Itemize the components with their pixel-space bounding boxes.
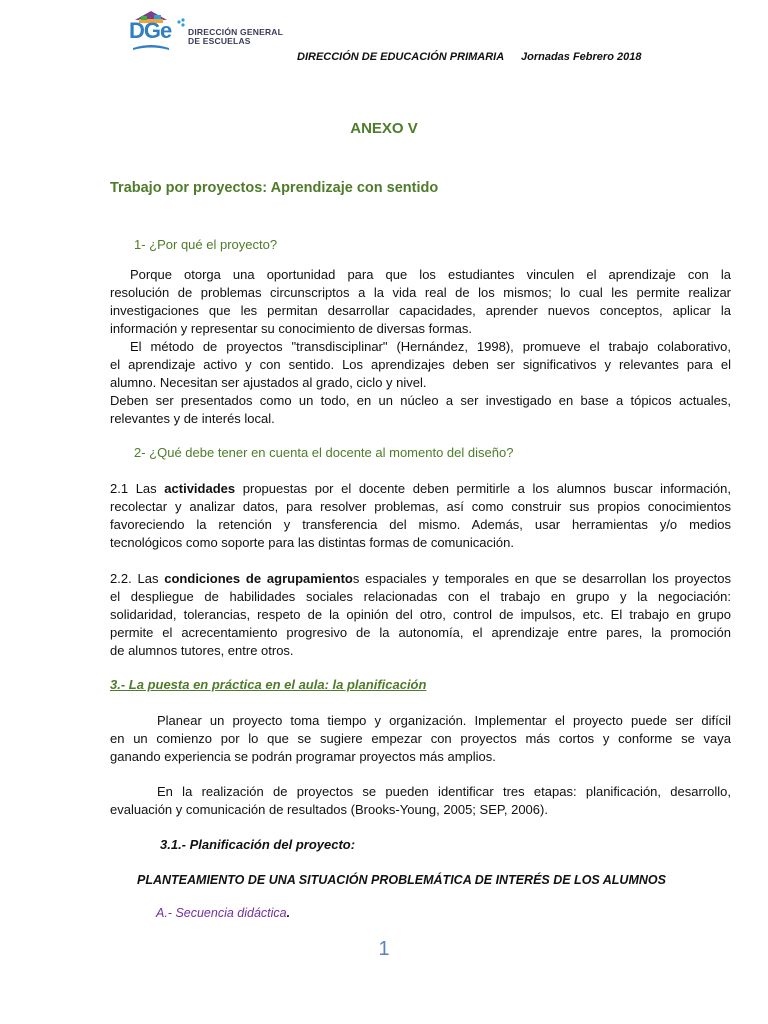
- s22-line: permite el acrecentamiento progresivo de la autonomía, el aprendizaje entre pares, la promoción: [110, 625, 731, 640]
- p4-line: Planear un proyecto toma tiempo y organización. Implementar el proyecto puede ser difícil: [157, 713, 731, 728]
- s22-bold: condiciones de agrupamiento: [164, 571, 353, 586]
- question-2: 2- ¿Qué debe tener en cuenta el docente al momento del diseño?: [134, 445, 514, 460]
- section-3-1-heading: 3.1.- Planificación del proyecto:: [160, 837, 356, 852]
- p3-line: Deben ser presentados como un todo, en un núcleo a ser investigado en base a tópicos actuales,: [110, 393, 731, 408]
- s22-line: solidaridad, tolerancias, respeto de la opinión del otro, control de impulsos, etc. El trabajo en grupo: [110, 607, 731, 622]
- s22-line: [110, 570, 731, 588]
- p5-line: evaluación y comunicación de resultados (Brooks-Young, 2005; SEP, 2006).: [110, 802, 548, 817]
- header-department: DIRECCIÓN DE EDUCACIÓN PRIMARIA: [297, 51, 505, 63]
- doc-subtitle: Trabajo por proyectos: Aprendizaje con sentido: [110, 180, 439, 196]
- p4-line: ganando experiencia se podrán programar proyectos más amplios.: [110, 749, 496, 764]
- paragraph-5: [110, 783, 731, 819]
- s21-num: 2.1 Las: [110, 481, 165, 496]
- page-number: 1: [378, 938, 390, 960]
- s22-rest: s espaciales y temporales en que se desarrollan los proyectos: [352, 571, 732, 586]
- logo-line1: DIRECCIÓN GENERAL: [188, 27, 284, 37]
- p1-line: resolución de problemas circunscriptos a la vida real de los mismos; lo cual les permite realizar: [110, 285, 731, 300]
- p4-line: en un comienzo por lo que se sugiere empezar con proyectos más cortos y conforme se vaya: [110, 731, 731, 746]
- logo-letters: DGe: [129, 18, 172, 43]
- p1-line: información y representar su conocimiento de diversas formas.: [110, 321, 472, 336]
- s22-line: de alumnos tutores, entre otros.: [110, 643, 294, 658]
- seq-text: A.- Secuencia didáctica: [156, 906, 287, 920]
- problem-statement-heading: PLANTEAMIENTO DE UNA SITUACIÓN PROBLEMÁTICA DE INTERÉS DE LOS ALUMNOS: [137, 873, 666, 887]
- p5-line: En la realización de proyectos se pueden identificar tres etapas: planificación, desarrollo,: [157, 784, 731, 799]
- s21-line: tecnológicos como soporte para las distintas formas de comunicación.: [110, 535, 514, 550]
- p2-line: alumno. Necesitan ser ajustados al grado, ciclo y nivel.: [110, 375, 427, 390]
- section-2-1: [110, 480, 731, 552]
- didactic-sequence-heading: [156, 906, 290, 920]
- p2-line: el aprendizaje activo y con sentido. Los aprendizajes deben ser significativos y relevantes para el: [110, 357, 731, 372]
- logo-text: [188, 28, 283, 46]
- paragraph-4: [110, 712, 731, 766]
- section-2-2: [110, 570, 731, 660]
- annex-title: ANEXO V: [350, 120, 418, 137]
- s22-line: el despliegue de habilidades sociales relacionadas con el trabajo en grupo y la negociación:: [110, 589, 731, 604]
- seq-dot: .: [286, 906, 291, 920]
- s21-bold: actividades: [164, 481, 236, 496]
- p1-line: investigaciones que les permitan desarrollar capacidades, aprender nuevos conceptos, aplicar la: [110, 303, 731, 318]
- p1-line: Porque otorga una oportunidad para que los estudiantes vinculen el aprendizaje con la: [130, 267, 731, 282]
- s21-line: [110, 480, 731, 498]
- s21-line: favoreciendo la retención y transferencia del mismo. Además, usar herramientas y/o medios: [110, 517, 731, 532]
- s22-num: 2.2. Las: [110, 571, 165, 586]
- paragraph-1: [110, 266, 731, 428]
- p3-line: relevantes y de interés local.: [110, 411, 275, 426]
- header-event: Jornadas Febrero 2018: [521, 51, 642, 63]
- s21-rest: propuestas por el docente deben permitirle a los alumnos buscar información,: [235, 481, 731, 496]
- logo-line2: DE ESCUELAS: [188, 36, 251, 46]
- question-1: 1- ¿Por qué el proyecto?: [134, 237, 278, 252]
- s21-line: recolectar y analizar datos, para resolver problemas, así como construir sus propios conocimientos: [110, 499, 731, 514]
- p2-line: El método de proyectos "transdisciplinar" (Hernández, 1998), promueve el trabajo colaborativo,: [130, 339, 731, 354]
- section-3-heading: 3.- La puesta en práctica en el aula: la planificación: [110, 677, 427, 692]
